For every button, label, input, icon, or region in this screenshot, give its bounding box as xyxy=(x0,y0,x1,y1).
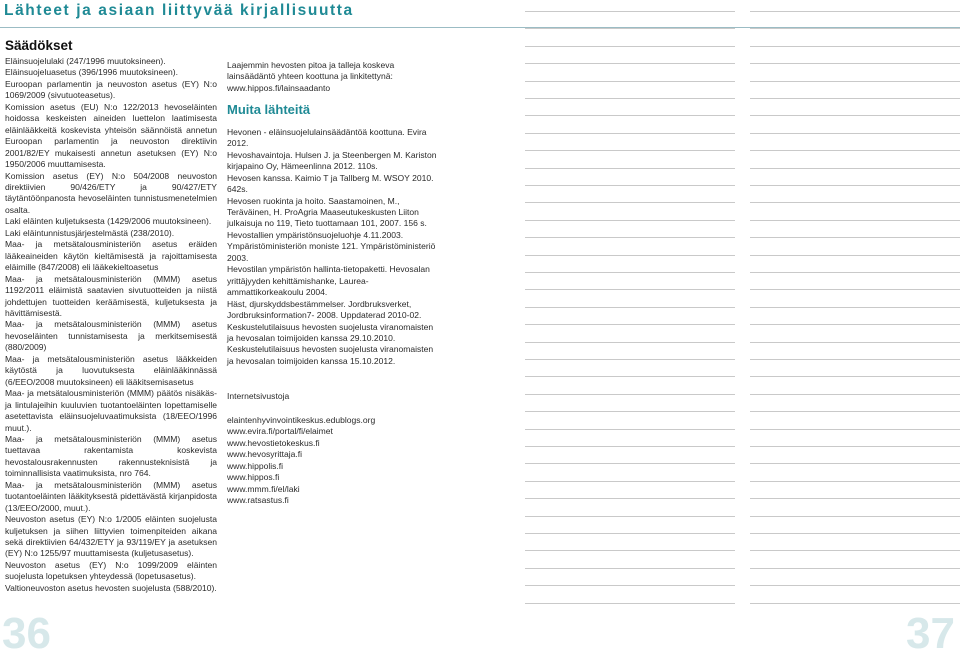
note-rule xyxy=(525,63,735,64)
note-rule xyxy=(750,237,960,238)
source-entry: Keskustelutilaisuus hevosten suojelusta viranomaisten ja hevosalan toimijoiden kanssa 15.10.2012. xyxy=(227,344,434,366)
section-heading-statutes: Säädökset xyxy=(5,38,73,53)
statute-entry: Valtioneuvoston asetus hevosten suojelusta (588/2010). xyxy=(5,582,217,593)
note-rule xyxy=(525,46,735,47)
note-rule xyxy=(525,516,735,517)
note-rule xyxy=(525,307,735,308)
statute-entry: Maa- ja metsätalousministeriön asetus eräiden lääkeaineiden käytön kieltämisestä ja rajoittamisesta eläimille (847/2008) eli lääkekieltoasetus xyxy=(5,239,217,273)
statute-entry: Komission asetus (EU) N:o 122/2013 hevoseläinten hoidossa keskeisten aineiden luettelon laatimisesta eläinlääkkeitä koskevista yhteisön säännöistä annetun Euroopan parlamentin ja neuvoston direktiivin 2001/82/EY mukaisesti annetun asetuksen (EY) N:o 1950/2006 muuttamisesta. xyxy=(5,101,217,170)
website-link[interactable]: www.ratsastus.fi xyxy=(227,494,289,505)
note-rule xyxy=(750,185,960,186)
page-number-left: 36 xyxy=(2,609,51,658)
statute-entry: Laki eläinten kuljetuksesta (1429/2006 muutoksineen). xyxy=(5,216,212,227)
note-rule xyxy=(750,63,960,64)
note-rule xyxy=(750,568,960,569)
website-link[interactable]: www.hevosyrittaja.fi xyxy=(227,449,303,460)
note-rule xyxy=(750,98,960,99)
note-rule xyxy=(525,463,735,464)
source-entry: Hevosen ruokinta ja hoito. Saastamoinen, M., Teräväinen, H. ProAgria Maaseutukeskusten Liiton julkaisuja no 119, Tieto tuottamaan 101, 2007. 156 s. xyxy=(227,195,427,229)
note-rule xyxy=(750,533,960,534)
note-rule xyxy=(750,168,960,169)
statute-entry: Euroopan parlamentin ja neuvoston asetus (EY) N:o 1069/2009 (sivutuoteasetus). xyxy=(5,78,217,101)
note-rule xyxy=(525,568,735,569)
note-rule xyxy=(750,272,960,273)
website-link[interactable]: www.hevostietokeskus.fi xyxy=(227,437,320,448)
note-rule xyxy=(750,115,960,116)
note-rule xyxy=(525,498,735,499)
statute-entry: Neuvoston asetus (EY) N:o 1099/2009 eläinten suojelusta lopetuksen yhteydessä (lopetusasetus). xyxy=(5,559,217,582)
statute-entry: Eläinsuojeluasetus (396/1996 muutoksineen). xyxy=(5,67,178,78)
notes-area xyxy=(525,0,960,656)
note-rule xyxy=(525,324,735,325)
note-rule xyxy=(525,550,735,551)
note-rule xyxy=(525,115,735,116)
note-rule xyxy=(525,150,735,151)
note-rule xyxy=(525,533,735,534)
note-rule xyxy=(750,481,960,482)
note-rule xyxy=(750,550,960,551)
note-rule xyxy=(750,498,960,499)
note-rule xyxy=(750,359,960,360)
note-rule xyxy=(750,289,960,290)
statute-entry: Maa- ja metsätalousministeriön (MMM) asetus 1192/2011 eläimistä saatavien sivutuotteiden ja niistä johdettujen tuotteiden keräämisestä, kuljetuksesta ja hävittämisestä. xyxy=(5,273,217,318)
source-entry: Hevosen kanssa. Kaimio T ja Tallberg M. WSOY 2010. 642s. xyxy=(227,172,434,195)
note-rule xyxy=(525,585,735,586)
note-rule xyxy=(750,446,960,447)
note-rule xyxy=(750,411,960,412)
statutes-column xyxy=(5,56,217,594)
page-number-right: 37 xyxy=(906,609,955,658)
note-rule xyxy=(750,150,960,151)
statute-entry: Eläinsuojelulaki (247/1996 muutoksineen). xyxy=(5,56,166,66)
website-link[interactable]: www.mmm.fi/el/laki xyxy=(227,483,300,494)
website-link[interactable]: www.hippos.fi xyxy=(227,472,280,483)
note-rule xyxy=(750,11,960,12)
note-rule xyxy=(525,202,735,203)
note-rule xyxy=(525,603,735,604)
note-rule xyxy=(525,81,735,82)
website-link[interactable]: www.hippolis.fi xyxy=(227,460,284,471)
note-rule xyxy=(750,202,960,203)
statute-entry: Neuvoston asetus (EY) N:o 1/2005 eläinten suojelusta kuljetuksen ja siihen liittyvien toimenpiteiden aikana sekä direktiivien 64/432/ETY ja 93/119/EY ja asetuksen (EY) N:o 1255/97 muuttamisesta (kuljetusasetus). xyxy=(5,514,217,559)
note-rule xyxy=(750,46,960,47)
note-rule xyxy=(525,429,735,430)
note-rule xyxy=(750,28,960,29)
note-rule xyxy=(750,376,960,377)
note-rule xyxy=(525,446,735,447)
source-entry: Hevonen - eläinsuojelulainsäädäntöä koottuna. Evira 2012. xyxy=(227,126,427,149)
note-rule xyxy=(750,429,960,430)
note-rule xyxy=(750,603,960,604)
statute-entry: Komission asetus (EY) N:o 504/2008 neuvoston direktiivien 90/426/ETY ja 90/427/ETY täytäntöönpanosta hevoseläinten tunnistusmenetelmien osalta. xyxy=(5,170,217,215)
note-rule xyxy=(750,342,960,343)
statute-entry: Laki eläintunnistusjärjestelmästä (238/2010). xyxy=(5,227,175,238)
note-rule xyxy=(525,342,735,343)
note-rule xyxy=(750,585,960,586)
statute-entry: Maa- ja metsätalousministeriön (MMM) päätös nisäkäs- ja lintulajeihin kuuluvien tuotantoeläinten lopettamiselle asetettavista eläinsuojeluvaatimuksista (18/EEO/1996 muut.). xyxy=(5,388,217,433)
note-rule xyxy=(525,237,735,238)
note-rule xyxy=(525,28,735,29)
note-rule xyxy=(525,359,735,360)
note-rule xyxy=(525,255,735,256)
note-rule xyxy=(525,133,735,134)
statute-entry: Maa- ja metsätalousministeriön asetus lääkkeiden käytöstä ja luovutuksesta eläinlääkinnässä (6/EEO/2008 muutoksineen) eli lääkitsemisasetus xyxy=(5,353,217,387)
source-entry: Hevostallien ympäristönsuojeluohje 4.11.2003. Ympäristöministeriön moniste 121. Ympäristöministeriö 2003. xyxy=(227,229,436,263)
legislation-intro: Laajemmin hevosten pitoa ja talleja koskeva lainsäädäntö yhteen koottuna ja linkitettynä: www.hippos.fi/lainsaadanto xyxy=(227,60,395,93)
note-rule xyxy=(750,516,960,517)
statute-entry: Maa- ja metsätalousministeriön (MMM) asetus hevoseläinten tunnistamisesta ja merkitsemisestä (880/2009) xyxy=(5,319,217,353)
note-rule xyxy=(750,220,960,221)
website-link[interactable]: www.evira.fi/portal/fi/elaimet xyxy=(227,426,333,437)
statute-entry: Maa- ja metsätalousministeriön (MMM) asetus tuettavaa rakentamista koskevista hevostalousrakennusten rakennusteknisistä ja toiminnallisista vaatimuksista, nro 764. xyxy=(5,433,217,479)
note-rule xyxy=(525,289,735,290)
note-rule xyxy=(525,376,735,377)
note-rule xyxy=(750,307,960,308)
note-rule xyxy=(525,11,735,12)
source-entry: Hevostilan ympäristön hallinta-tietopaketti. Hevosalan yrittäjyyden kehittämishanke, Laurea-ammattikorkeakoulu 2004. xyxy=(227,264,430,298)
page-title: Lähteet ja asiaan liittyvää kirjallisuutta xyxy=(4,2,354,19)
note-rule xyxy=(525,481,735,482)
note-rule xyxy=(525,168,735,169)
note-rule xyxy=(525,185,735,186)
note-rule xyxy=(525,272,735,273)
source-entry: Häst, djurskyddsbestämmelser. Jordbruksverket, Jordbruksinformation7- 2008. Uppdaterad 2010-02. xyxy=(227,298,422,321)
website-link[interactable]: elaintenhyvinvointikeskus.edublogs.org xyxy=(227,414,376,425)
other-sources-heading: Muita lähteitä xyxy=(227,102,311,118)
note-rule xyxy=(525,411,735,412)
statute-entry: Maa- ja metsätalousministeriön (MMM) asetus tuotantoeläinten lääkityksestä pidettävästä kirjanpidosta (13/EEO/2000, muut.). xyxy=(5,479,217,513)
note-rule xyxy=(525,394,735,395)
note-rule xyxy=(750,463,960,464)
note-rule xyxy=(750,324,960,325)
note-rule xyxy=(750,133,960,134)
source-entry: Keskustelutilaisuus hevosten suojelusta viranomaisten ja hevosalan toimijoiden kanssa 29.10.2010. xyxy=(227,321,434,343)
note-rule xyxy=(750,81,960,82)
source-entry: Hevoshavaintoja. Hulsen J. ja Steenbergen M. Kariston kirjapaino Oy, Hämeenlinna 2012. 110s. xyxy=(227,149,437,172)
internet-sites-label: Internetsivustoja xyxy=(227,391,290,402)
note-rule xyxy=(525,220,735,221)
note-rule xyxy=(750,394,960,395)
note-rule xyxy=(525,98,735,99)
sources-column xyxy=(227,60,442,506)
note-rule xyxy=(750,255,960,256)
